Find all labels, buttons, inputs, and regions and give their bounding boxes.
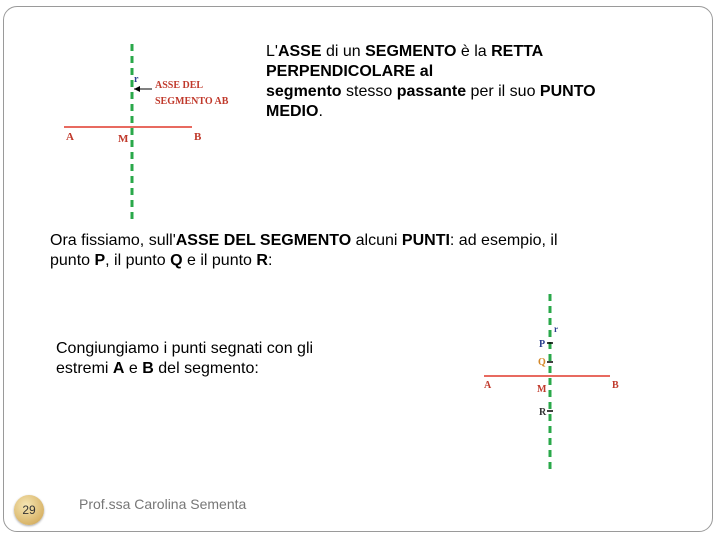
join-part: Congiungiamo i punti segnati con gli	[56, 340, 314, 357]
def-part: stesso	[341, 83, 397, 100]
join-part: e	[124, 360, 143, 377]
def-part: L'	[266, 43, 278, 60]
def-keyword: SEGMENTO	[365, 43, 457, 60]
def-keyword: passante	[396, 83, 467, 100]
def-keyword: PUNTO	[539, 83, 596, 100]
label-M: M	[537, 384, 547, 395]
fix-keyword: R	[256, 252, 268, 269]
label-asse-1: ASSE DEL	[155, 80, 204, 91]
fix-points-text	[50, 231, 670, 271]
label-M: M	[118, 133, 129, 145]
label-B: B	[612, 380, 619, 391]
join-part: estremi	[56, 360, 113, 377]
points-figure	[478, 292, 624, 476]
bisector-figure-svg	[60, 42, 250, 226]
label-A: A	[484, 380, 492, 391]
label-R: R	[539, 407, 547, 418]
label-r: r	[134, 74, 139, 85]
fix-keyword: Q	[170, 252, 183, 269]
fix-part: : ad esempio, il	[449, 232, 558, 249]
def-part: è la	[456, 43, 492, 60]
def-keyword: segmento	[266, 83, 342, 100]
page-number: 29	[22, 503, 36, 517]
definition-text	[266, 42, 666, 122]
label-A: A	[66, 131, 74, 143]
fix-part: :	[267, 252, 273, 269]
def-keyword: MEDIO	[266, 103, 319, 120]
points-figure-svg	[478, 292, 624, 476]
join-part: del segmento:	[153, 360, 259, 377]
join-keyword: A	[112, 360, 125, 377]
def-part: .	[318, 103, 323, 120]
def-part: di un	[321, 43, 366, 60]
fix-part: punto	[50, 252, 95, 269]
fix-part: e il punto	[182, 252, 257, 269]
def-part: per il suo	[466, 83, 540, 100]
fix-part: Ora fissiamo, sull'	[50, 232, 176, 249]
fix-keyword: P	[94, 252, 106, 269]
def-keyword: ASSE	[277, 43, 322, 60]
label-P: P	[539, 339, 546, 350]
label-r: r	[554, 324, 558, 334]
fix-keyword: ASSE DEL SEGMENTO	[175, 232, 352, 249]
label-asse-2: SEGMENTO AB	[155, 96, 229, 107]
page-number-badge	[14, 495, 44, 525]
join-points-text	[56, 339, 376, 379]
fix-part: , il punto	[105, 252, 171, 269]
join-keyword: B	[142, 360, 154, 377]
arrow-head	[134, 86, 140, 92]
def-keyword: PERPENDICOLARE al	[266, 63, 434, 80]
fix-keyword: PUNTI	[401, 232, 450, 249]
footer-author: Prof.ssa Carolina Sementa	[79, 496, 247, 512]
label-Q: Q	[538, 357, 546, 368]
def-keyword: RETTA	[491, 43, 544, 60]
fix-part: alcuni	[351, 232, 402, 249]
bisector-figure	[60, 42, 250, 226]
label-B: B	[194, 131, 202, 143]
